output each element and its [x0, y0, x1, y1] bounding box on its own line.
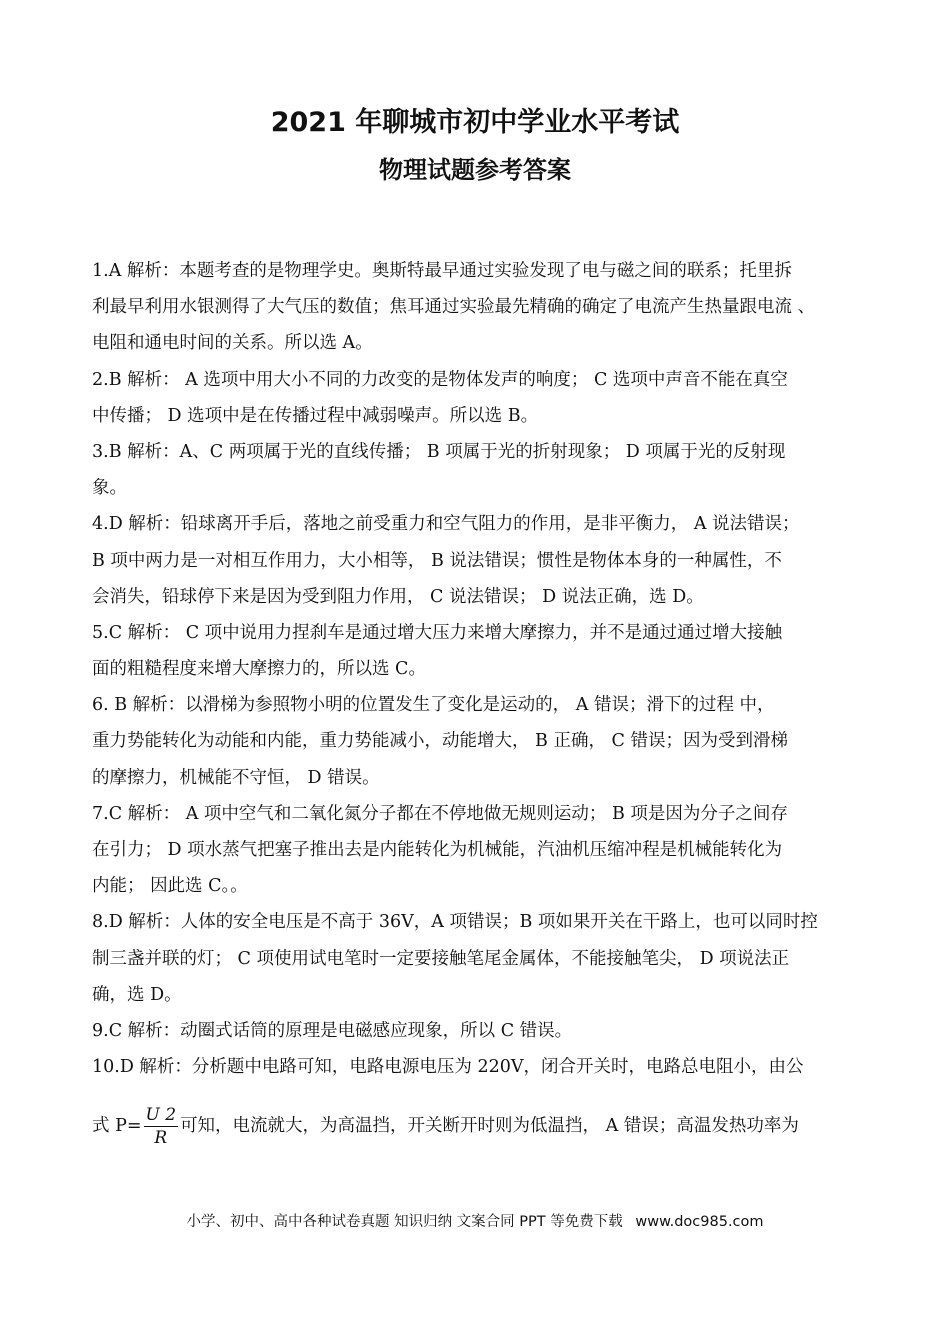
answer-line: 面的粗糙程度来增大摩擦力的，所以选 C。 [92, 659, 426, 680]
answer-line: 利最早利用水银测得了大气压的数值；焦耳通过实验最先精确的确定了电流产生热量跟电流 、 [92, 297, 816, 318]
footer-text: 小学、初中、高中各种试卷真题 知识归纳 文案合同 PPT 等免费下载 [186, 1214, 623, 1230]
answer-line: B 项中两力是一对相互作用力，大小相等， B 说法错误；惯性是物体本身的一种属性，不 [92, 550, 782, 571]
formula-line [92, 1103, 876, 1149]
answer-line: 2.B 解析： A 选项中用大小不同的力改变的是物体发声的响度； C 选项中声音不能在真空 [92, 369, 788, 390]
answer-line: 1.A 解析：本题考查的是物理学史。奥斯特最早通过实验发现了电与磁之间的联系；托里拆 [92, 261, 792, 281]
answer-line: 重力势能转化为动能和内能，重力势能减小，动能增大， B 正确， C 错误；因为受到滑梯 [92, 731, 788, 752]
answer-line: 10.D 解析：分析题中电路可知，电路电源电压为 220V，闭合开关时，电路总电阻小，由公 [92, 1057, 804, 1078]
answer-line: 会消失，铅球停下来是因为受到阻力作用， C 说法错误； D 说法正确，选 D。 [92, 586, 704, 607]
answer-line: 电阻和通电时间的关系。所以选 A。 [92, 333, 373, 354]
formula-numerator: U 2 [145, 1104, 177, 1125]
answer-line: 内能； 因此选 C。。 [92, 876, 248, 897]
answer-line: 在引力； D 项水蒸气把塞子推出去是内能转化为机械能，汽油机压缩冲程是机械能转化为 [92, 840, 783, 860]
answer-line: 中传播； D 选项中是在传播过程中减弱噪声。所以选 B。 [92, 405, 539, 426]
answer-line: 7.C 解析： A 项中空气和二氧化氮分子都在不停地做无规则运动； B 项是因为分子之间存 [92, 803, 788, 824]
answer-list [92, 253, 876, 1149]
answer-line: 5.C 解析： C 项中说用力捏刹车是通过增大压力来增大摩擦力，并不是通过通过增大接触 [92, 622, 783, 643]
answer-line: 3.B 解析：A、C 两项属于光的直线传播； B 项属于光的折射现象； D 项属于光的反射现 [92, 441, 786, 462]
page-subtitle: 物理试题参考答案 [379, 156, 571, 184]
answer-line: 4.D 解析：铅球离开手后，落地之前受重力和空气阻力的作用，是非平衡力， A 说法错误； [92, 514, 800, 535]
answer-line: 象。 [92, 478, 127, 499]
answer-line: 的摩擦力，机械能不守恒， D 错误。 [92, 767, 380, 788]
answer-line: 制三盏并联的灯； C 项使用试电笔时一定要接触笔尾金属体，不能接触笔尖， D 项说法正 [92, 948, 790, 969]
formula-prefix: 式 P= [92, 1116, 142, 1137]
answer-line: 8.D 解析：人体的安全电压是不高于 36V，A 项错误；B 项如果开关在干路上，也可以同时控 [92, 912, 818, 933]
footer-url: www.doc985.com [635, 1214, 764, 1230]
formula-suffix: 可知，电流就大，为高温挡，开关断开时则为低温挡， A 错误；高温发热功率为 [180, 1116, 799, 1137]
page-title: 2021 年聊城市初中学业水平考试 [270, 107, 680, 138]
answer-line: 9.C 解析：动圈式话筒的原理是电磁感应现象，所以 C 错误。 [92, 1020, 573, 1041]
power-formula-fraction [144, 1104, 179, 1149]
answer-line: 6. B 解析：以滑梯为参照物小明的位置发生了变化是运动的， A 错误；滑下的过程 中， [92, 695, 775, 716]
formula-denominator: R [154, 1127, 168, 1148]
answer-line: 确，选 D。 [92, 984, 182, 1005]
page-footer [0, 1210, 950, 1231]
